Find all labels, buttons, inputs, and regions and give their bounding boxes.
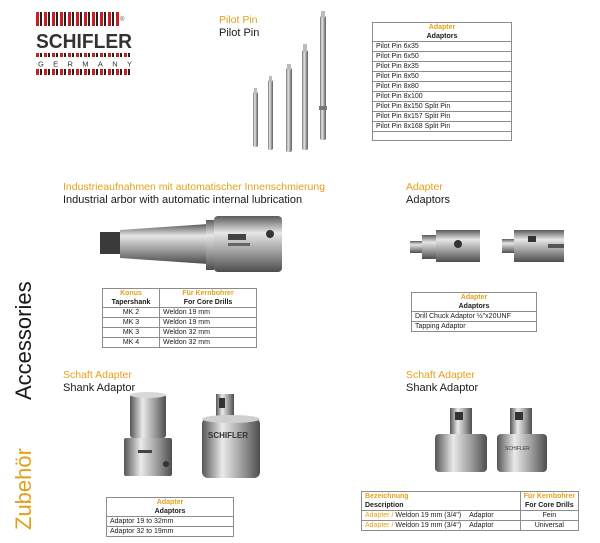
drill-chuck-adaptor-image <box>410 230 480 262</box>
arbor-image <box>98 212 293 278</box>
arbor-table-wrap <box>102 288 257 348</box>
table-row: Pilot Pin 8x100 <box>373 92 512 102</box>
pin-1 <box>253 88 258 147</box>
logo-graphic <box>34 10 136 76</box>
table-row: Tapping Adaptor <box>412 322 537 332</box>
shank-right-col-description: Bezeichnung Description <box>362 492 521 511</box>
adapter-table-header: Adapter Adaptors <box>412 293 537 312</box>
pilot-title-de: Pilot Pin <box>219 14 258 26</box>
adaptor-universal-image <box>497 408 547 472</box>
table-row: Pilot Pin 8x150 Split Pin <box>373 102 512 112</box>
small-logo: SCHIFLER <box>505 446 530 452</box>
pin-3 <box>286 64 292 152</box>
shank-left-title-de: Schaft Adapter <box>63 369 132 381</box>
table-row: Pilot Pin 8x35 <box>373 62 512 72</box>
shank-left-title-en: Shank Adaptor <box>63 382 136 394</box>
svg-text:GERMANY: GERMANY <box>38 59 132 69</box>
arbor-col-core-drills: Für Kernbohrer For Core Drills <box>160 289 257 308</box>
side-label-de: Zubehör <box>11 448 36 530</box>
table-row: MK 3 Weldon 32 mm <box>103 328 257 338</box>
adapter-title-de: Adapter <box>406 181 443 193</box>
adaptor-32-to-19-image <box>202 394 260 478</box>
shank-left-table-header: Adapter Adaptors <box>107 498 234 517</box>
tapping-adaptor-image <box>502 230 564 262</box>
arbor-table <box>102 288 257 348</box>
cutter-logo: SCHIFLER <box>208 431 248 440</box>
table-row: Adaptor 19 to 32mm <box>107 517 234 527</box>
pilot-table-header: Adapter Adaptors <box>373 23 512 42</box>
svg-text:®: ® <box>120 17 125 23</box>
table-row: Adapter / Weldon 19 mm (3/4") Adaptor Universal <box>362 521 579 531</box>
side-label-en: Accessories <box>11 281 36 400</box>
table-row: MK 2 Weldon 19 mm <box>103 308 257 318</box>
adaptor-fein-image <box>435 408 487 472</box>
table-row: Pilot Pin 6x50 <box>373 52 512 62</box>
adapter-title-en: Adaptors <box>406 194 451 206</box>
pilot-table-wrap <box>372 22 512 141</box>
pilot-table <box>372 22 512 141</box>
pin-5 <box>319 11 327 140</box>
side-label <box>4 268 38 538</box>
adapter-table <box>411 292 537 332</box>
table-row: MK 3 Weldon 19 mm <box>103 318 257 328</box>
shank-right-image <box>425 404 560 476</box>
adapter-table-wrap <box>411 292 537 332</box>
table-row: MK 4 Weldon 32 mm <box>103 338 257 348</box>
table-row: Adapter / Weldon 19 mm (3/4") Adaptor Fein <box>362 511 579 521</box>
shank-left-image <box>120 392 270 482</box>
table-row: Drill Chuck Adaptor ½"x20UNF <box>412 312 537 322</box>
shank-right-col-core-drills: Für Kernbohrer For Core Drills <box>520 492 578 511</box>
shank-right-table-wrap <box>361 491 579 531</box>
shank-right-table <box>361 491 579 531</box>
brand-logo <box>34 10 136 76</box>
arbor-title-en: Industrial arbor with automatic internal lubrication <box>63 194 303 206</box>
shank-left-table <box>106 497 234 537</box>
adaptor-19-to-32-image <box>124 392 172 476</box>
arbor-col-konus: Konus Tapershank <box>103 289 160 308</box>
table-row: Pilot Pin 8x157 Split Pin <box>373 112 512 122</box>
adapter-image <box>410 222 580 272</box>
table-row: Adaptor 32 to 19mm <box>107 527 234 537</box>
table-row: Pilot Pin 6x35 <box>373 42 512 52</box>
arbor-title-de: Industrieaufnahmen mit automatischer Innenschmierung <box>63 181 326 193</box>
pin-2 <box>268 76 273 150</box>
shank-right-title-de: Schaft Adapter <box>406 369 475 381</box>
logo-stripes-bottom <box>34 53 136 75</box>
shank-left-table-wrap <box>106 497 234 537</box>
svg-text:SCHIFLER: SCHIFLER <box>36 31 133 53</box>
pin-4 <box>302 44 308 150</box>
pilot-title-en: Pilot Pin <box>219 27 260 39</box>
logo-stripes-top <box>36 12 119 26</box>
table-row: Pilot Pin 8x50 <box>373 72 512 82</box>
table-row: Pilot Pin 8x168 Split Pin <box>373 122 512 132</box>
table-row: Pilot Pin 8x80 <box>373 82 512 92</box>
pilot-pins-image <box>240 10 340 155</box>
shank-right-title-en: Shank Adaptor <box>406 382 479 394</box>
